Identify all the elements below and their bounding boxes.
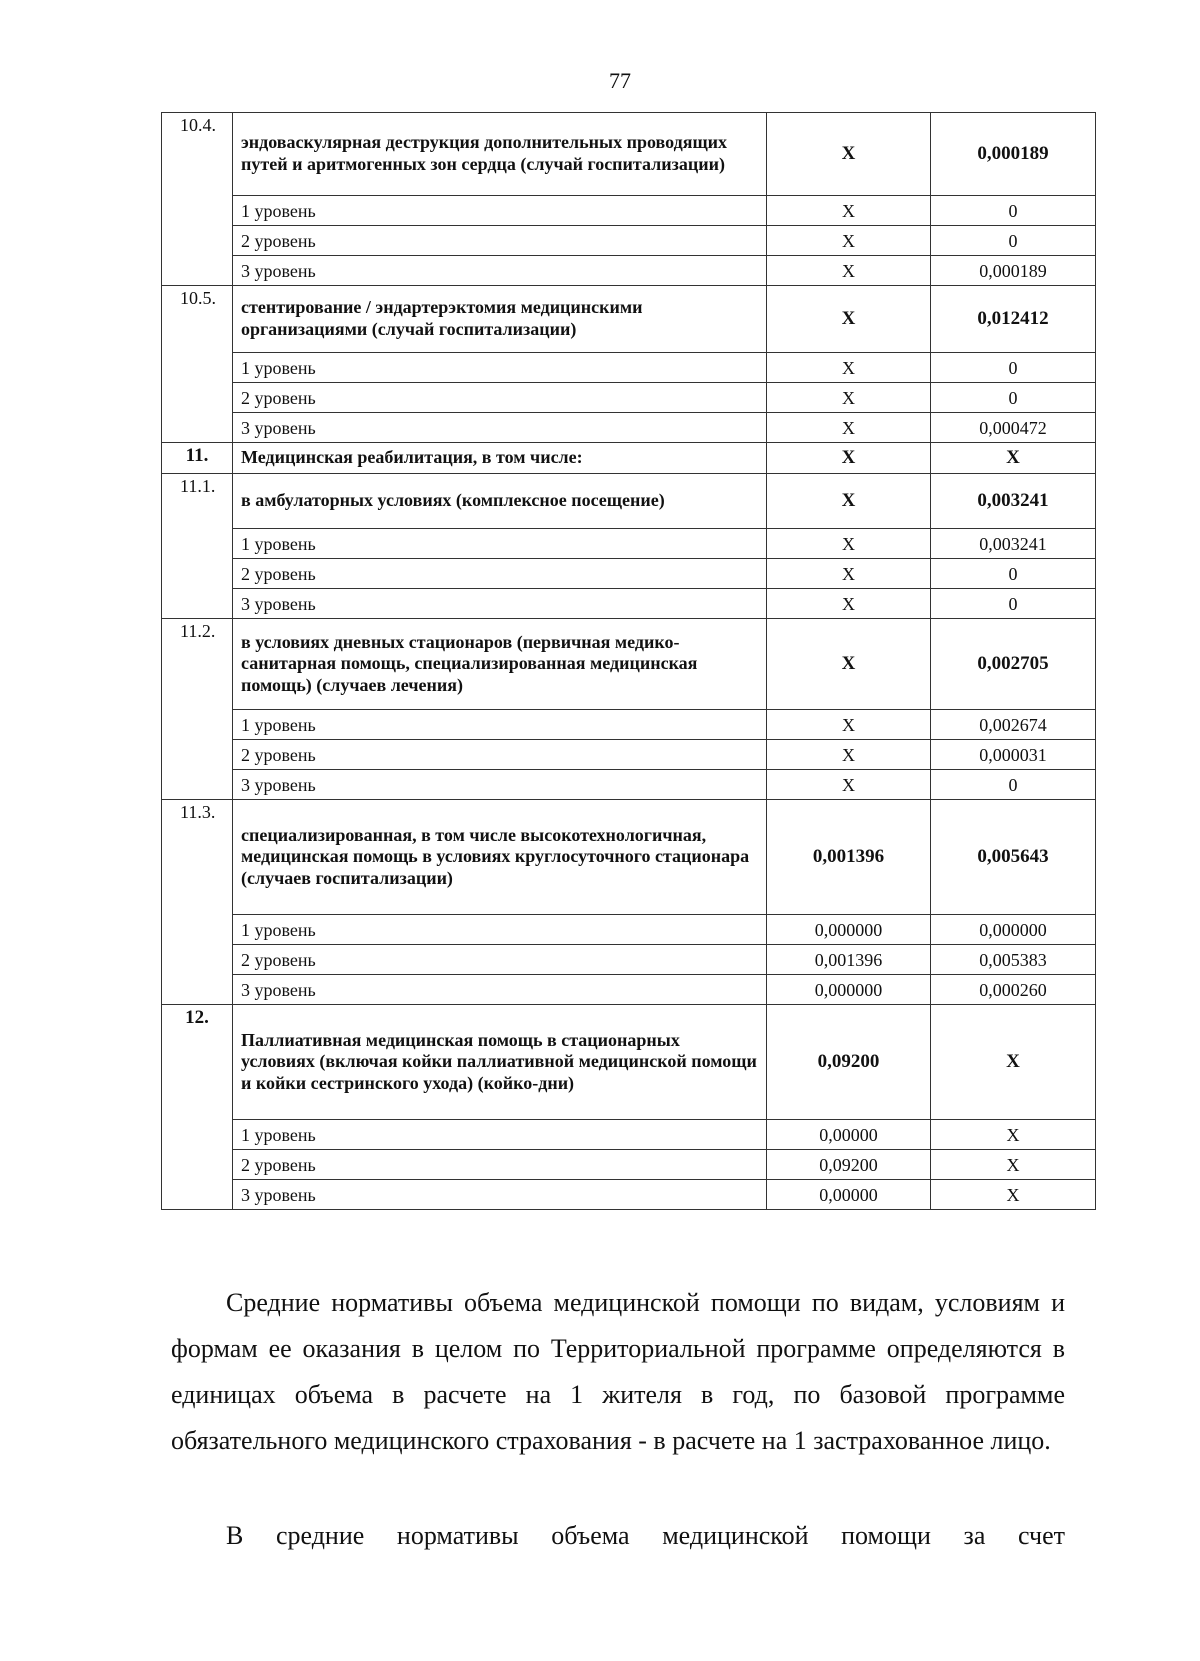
level-name: 3 уровень [233,975,767,1005]
level-value-v1: X [767,529,931,559]
level-value-v1: X [767,226,931,256]
norms-table-body [162,113,1096,1210]
level-row [162,196,1096,226]
level-value-v2: 0,000472 [931,413,1096,443]
level-value-v1: 0,000000 [767,915,931,945]
table-row [162,474,1096,529]
level-value-v1: X [767,559,931,589]
level-value-v1: X [767,589,931,619]
level-name: 2 уровень [233,740,767,770]
row-value-v1: X [767,113,931,196]
level-value-v1: 0,00000 [767,1120,931,1150]
level-value-v2: 0 [931,383,1096,413]
row-value-v2: 0,002705 [931,619,1096,710]
level-name: 1 уровень [233,196,767,226]
level-row [162,383,1096,413]
level-row [162,740,1096,770]
level-value-v2: 0,000189 [931,256,1096,286]
level-value-v1: X [767,740,931,770]
level-row [162,353,1096,383]
paragraph-1-text: Средние нормативы объема медицинской помощи по видам, условиям и формам ее оказания в целом по Территориальной программе определяются в единицах объема в расчете на 1 жителя в год, по базовой программе обязательного медицинского страхования - в расчете на 1 застрахованное лицо. [171,1288,1065,1455]
level-value-v2: 0 [931,559,1096,589]
level-name: 3 уровень [233,413,767,443]
level-name: 1 уровень [233,915,767,945]
row-name: в условиях дневных стационаров (первичная медико-санитарная помощь, специализированная медицинская помощь) (случаев лечения) [233,619,767,710]
level-value-v1: X [767,770,931,800]
level-name: 3 уровень [233,256,767,286]
level-row [162,256,1096,286]
level-name: 2 уровень [233,1150,767,1180]
level-name: 1 уровень [233,529,767,559]
level-name: 2 уровень [233,559,767,589]
level-row [162,915,1096,945]
level-row [162,559,1096,589]
row-number: 12. [162,1005,233,1210]
level-value-v1: 0,001396 [767,945,931,975]
level-value-v1: X [767,353,931,383]
row-name: эндоваскулярная деструкция дополнительных проводящих путей и аритмогенных зон сердца (случай госпитализации) [233,113,767,196]
level-name: 2 уровень [233,383,767,413]
level-value-v2: 0,002674 [931,710,1096,740]
row-number: 11.2. [162,619,233,800]
level-value-v2: 0 [931,770,1096,800]
row-value-v1: X [767,286,931,353]
level-value-v2: 0,005383 [931,945,1096,975]
level-value-v2: 0 [931,196,1096,226]
paragraph-2-text: В средние нормативы объема медицинской помощи за счет [226,1521,1065,1550]
row-number: 11. [162,443,233,474]
row-value-v1: X [767,474,931,529]
table-row [162,443,1096,474]
row-number: 11.1. [162,474,233,619]
level-value-v2: 0,003241 [931,529,1096,559]
row-name: стентирование / эндартерэктомия медицинскими организациями (случай госпитализации) [233,286,767,353]
row-number: 10.5. [162,286,233,443]
table-row [162,286,1096,353]
level-value-v1: X [767,256,931,286]
level-value-v2: 0,000260 [931,975,1096,1005]
level-row [162,975,1096,1005]
level-name: 3 уровень [233,1180,767,1210]
row-value-v1: 0,001396 [767,800,931,915]
row-name: Паллиативная медицинская помощь в стационарных условиях (включая койки паллиативной медицинской помощи и койки сестринского ухода) (койко-дни) [233,1005,767,1120]
level-name: 2 уровень [233,226,767,256]
row-number: 10.4. [162,113,233,286]
page-number: 77 [609,68,631,93]
row-value-v2: 0,012412 [931,286,1096,353]
level-value-v2: 0 [931,226,1096,256]
row-value-v1: X [767,443,931,474]
row-value-v1: 0,09200 [767,1005,931,1120]
level-value-v2: 0,000000 [931,915,1096,945]
level-value-v1: X [767,710,931,740]
row-value-v2: 0,000189 [931,113,1096,196]
level-row [162,413,1096,443]
level-row [162,1180,1096,1210]
level-row [162,945,1096,975]
row-value-v2: X [931,443,1096,474]
row-value-v2: 0,003241 [931,474,1096,529]
level-name: 1 уровень [233,710,767,740]
level-name: 3 уровень [233,770,767,800]
row-value-v1: X [767,619,931,710]
level-name: 3 уровень [233,589,767,619]
paragraph-1 [171,1280,1065,1464]
table-row [162,113,1096,196]
level-value-v1: 0,09200 [767,1150,931,1180]
level-value-v2: 0 [931,589,1096,619]
level-row [162,710,1096,740]
level-row [162,1150,1096,1180]
level-value-v2: 0,000031 [931,740,1096,770]
level-name: 1 уровень [233,353,767,383]
table-row [162,619,1096,710]
paragraph-2 [171,1513,1065,1559]
level-value-v1: 0,000000 [767,975,931,1005]
level-value-v1: 0,00000 [767,1180,931,1210]
level-value-v1: X [767,196,931,226]
row-number: 11.3. [162,800,233,1005]
level-value-v1: X [767,383,931,413]
row-name: специализированная, в том числе высокотехнологичная, медицинская помощь в условиях круглосуточного стационара (случаев госпитализации) [233,800,767,915]
row-value-v2: X [931,1005,1096,1120]
level-name: 1 уровень [233,1120,767,1150]
level-value-v2: X [931,1180,1096,1210]
level-name: 2 уровень [233,945,767,975]
table-row [162,1005,1096,1120]
table-row [162,800,1096,915]
level-row [162,589,1096,619]
row-value-v2: 0,005643 [931,800,1096,915]
row-name: Медицинская реабилитация, в том числе: [233,443,767,474]
level-row [162,226,1096,256]
level-row [162,529,1096,559]
level-row [162,1120,1096,1150]
level-row [162,770,1096,800]
row-name: в амбулаторных условиях (комплексное посещение) [233,474,767,529]
level-value-v2: X [931,1150,1096,1180]
level-value-v2: 0 [931,353,1096,383]
level-value-v1: X [767,413,931,443]
level-value-v2: X [931,1120,1096,1150]
norms-table [161,112,1096,1210]
